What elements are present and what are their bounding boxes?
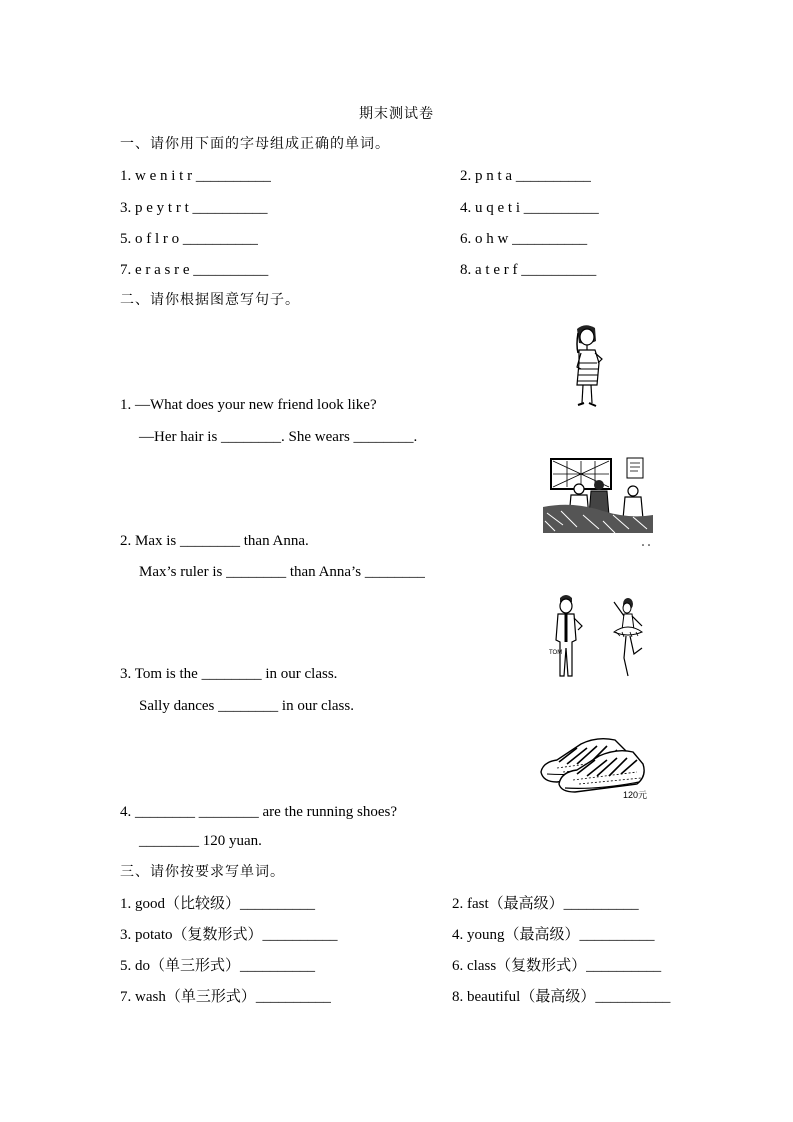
- s1-item-5: 5. o f l r o __________: [120, 231, 258, 247]
- s1-item-2: 2. p n t a __________: [460, 168, 591, 184]
- section2-heading: 二、请你根据图意写句子。: [120, 292, 300, 308]
- tom-sally-illustration: [548, 592, 648, 684]
- s2-q4-line1: 4. ________ ________ are the running shoes?: [120, 804, 398, 820]
- page-title: 期末测试卷: [359, 106, 434, 122]
- shoe-price-tag: 120元: [623, 790, 648, 800]
- s1-item-8: 8. a t e r f __________: [460, 262, 597, 278]
- s2-q3-line2: Sally dances ________ in our class.: [139, 698, 354, 714]
- s3-item-8: 8. beautiful（最高级）__________: [452, 989, 671, 1005]
- s1-item-6: 6. o h w __________: [460, 231, 588, 247]
- s3-item-4: 4. young（最高级）__________: [452, 927, 655, 943]
- s1-item-4: 4. u q e t i __________: [460, 200, 599, 216]
- classroom-illustration: [543, 455, 655, 549]
- s3-item-3: 3. potato（复数形式）__________: [120, 927, 338, 943]
- s2-q2-line2: Max’s ruler is ________ than Anna’s ________: [139, 564, 425, 580]
- running-shoes-illustration: [537, 732, 655, 802]
- s3-item-7: 7. wash（单三形式）__________: [120, 989, 331, 1005]
- section3-heading: 三、请你按要求写单词。: [120, 864, 285, 880]
- s3-item-6: 6. class（复数形式）__________: [452, 958, 662, 974]
- s2-q2-line1: 2. Max is ________ than Anna.: [120, 533, 309, 549]
- s1-item-3: 3. p e y t r t __________: [120, 200, 268, 216]
- s3-item-1: 1. good（比较级）__________: [120, 896, 316, 912]
- s1-item-7: 7. e r a s r e __________: [120, 262, 269, 278]
- s2-q4-line2: ________ 120 yuan.: [139, 833, 262, 849]
- s2-q1-line2: —Her hair is ________. She wears ________.: [139, 429, 418, 445]
- girl-illustration: [565, 323, 610, 411]
- s3-item-2: 2. fast（最高级）__________: [452, 896, 639, 912]
- s2-q1-line1: 1. —What does your new friend look like?: [120, 397, 377, 413]
- section1-heading: 一、请你用下面的字母组成正确的单词。: [120, 136, 390, 152]
- s3-item-5: 5. do（单三形式）__________: [120, 958, 316, 974]
- tom-name-tag: TOM: [549, 650, 563, 656]
- s2-q3-line1: 3. Tom is the ________ in our class.: [120, 666, 338, 682]
- s1-item-1: 1. w e n i t r __________: [120, 168, 271, 184]
